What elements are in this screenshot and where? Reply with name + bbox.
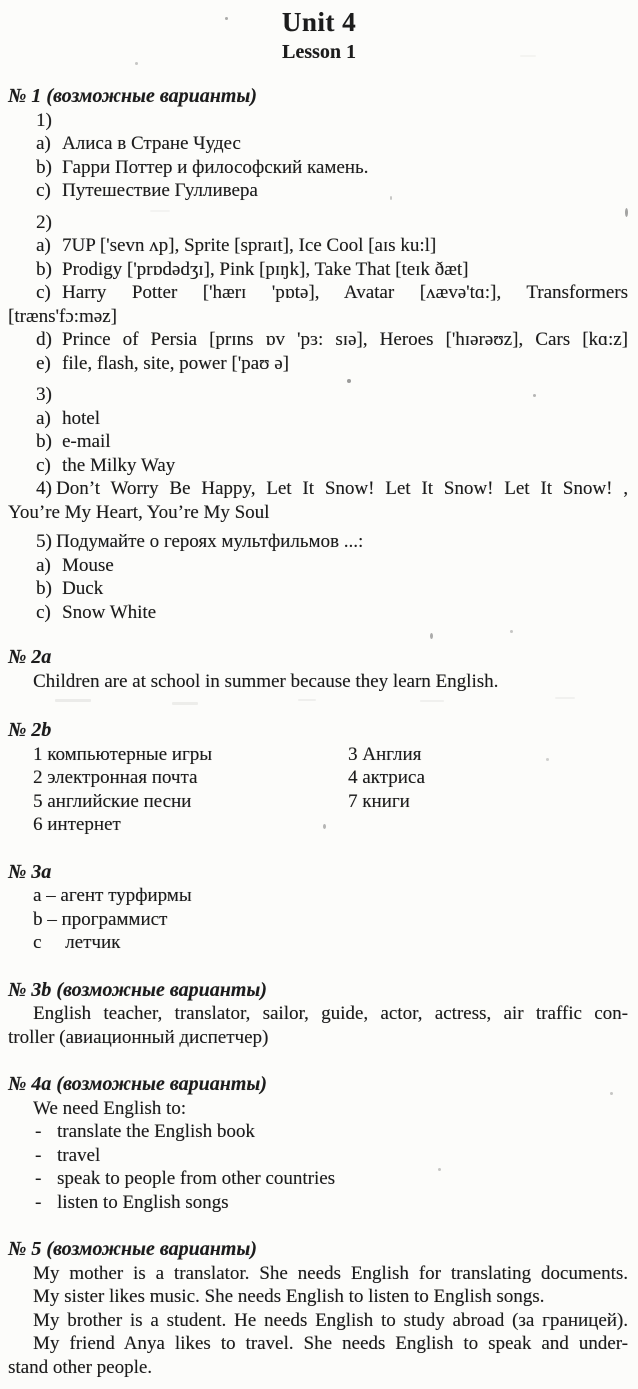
text-line: stand other people. bbox=[8, 1356, 153, 1378]
list-text: speak to people from other countries bbox=[57, 1168, 336, 1189]
list-text: listen to English songs bbox=[57, 1191, 229, 1213]
text-line bbox=[36, 258, 628, 282]
list-text: Snow White bbox=[62, 601, 157, 623]
list-label: b) bbox=[36, 578, 52, 599]
list-label: - bbox=[35, 1121, 42, 1142]
text-line: c летчик bbox=[33, 932, 121, 953]
list-text: Подумайте о героях мультфильмов ...: bbox=[56, 531, 364, 552]
list-text: file, flash, site, power ['paʊ ə] bbox=[62, 352, 289, 374]
text-line bbox=[36, 109, 628, 133]
section-heading: № 3a bbox=[8, 860, 52, 883]
list-label: c) bbox=[36, 454, 51, 476]
text-line bbox=[36, 383, 628, 407]
text-line bbox=[36, 179, 628, 203]
list-text: hotel bbox=[62, 407, 100, 429]
text-line: 2 электронная почта bbox=[33, 767, 198, 788]
scan-smudge bbox=[555, 697, 575, 699]
scan-speck bbox=[347, 379, 351, 383]
text-line bbox=[36, 554, 628, 578]
list-label: a) bbox=[36, 407, 51, 429]
list-label: - bbox=[35, 1168, 42, 1189]
column-right bbox=[348, 743, 425, 837]
scan-speck bbox=[533, 394, 536, 397]
text-line: b – программист bbox=[33, 908, 168, 930]
scan-speck bbox=[625, 208, 628, 217]
scan-speck bbox=[546, 758, 549, 761]
list-text: e-mail bbox=[62, 431, 111, 452]
list-text: Prodigy ['prɒdədʒɪ], Pink [pɪŋk], Take That [teɪk ðæt] bbox=[62, 258, 469, 280]
text-line bbox=[36, 477, 628, 501]
text-line: [træns'fɔ:məz] bbox=[8, 305, 117, 327]
scan-speck bbox=[225, 17, 228, 20]
text-line: My brother is a student. He needs English to study abroad (за границей). bbox=[33, 1309, 628, 1331]
text-line: 1 компьютерные игры bbox=[33, 743, 213, 765]
text-line bbox=[35, 1191, 628, 1215]
text-line bbox=[36, 234, 628, 258]
lesson-subtitle: Lesson 1 bbox=[282, 41, 356, 63]
scan-speck bbox=[135, 62, 138, 65]
list-label: a) bbox=[36, 133, 51, 154]
section-heading: № 1 (возможные варианты) bbox=[8, 85, 257, 107]
list-label: b) bbox=[36, 258, 52, 280]
list-label: c) bbox=[36, 601, 51, 623]
text-line bbox=[36, 328, 628, 352]
text-line: We need English to: bbox=[33, 1097, 187, 1119]
list-label: 1) bbox=[36, 109, 52, 131]
scan-smudge bbox=[420, 700, 444, 702]
list-label: d) bbox=[36, 329, 52, 350]
text-line bbox=[35, 1144, 628, 1168]
text-line: Children are at school in summer because they learn English. bbox=[33, 670, 499, 692]
list-label: 3) bbox=[36, 384, 52, 405]
scan-speck bbox=[390, 196, 392, 200]
text-line bbox=[36, 156, 628, 180]
column-left bbox=[33, 743, 348, 837]
list-text: travel bbox=[57, 1144, 101, 1166]
scan-speck bbox=[323, 824, 326, 829]
list-label: - bbox=[35, 1144, 42, 1166]
list-text: 7UP ['sevn ʌp], Sprite [spraɪt], Ice Cool [aɪs ku:l] bbox=[62, 235, 437, 256]
text-line: troller (авиационный диспетчер) bbox=[8, 1026, 269, 1048]
two-column-list bbox=[33, 743, 638, 837]
list-label: b) bbox=[36, 156, 52, 178]
text-line: 3 Англия bbox=[348, 743, 422, 765]
list-label: c) bbox=[36, 180, 51, 201]
list-label: 2) bbox=[36, 211, 52, 233]
scan-speck bbox=[610, 1092, 613, 1095]
text-line: a – агент турфирмы bbox=[33, 885, 192, 906]
text-line: 4 актриса bbox=[348, 767, 425, 788]
document-lines bbox=[0, 85, 638, 1379]
scan-speck bbox=[510, 630, 513, 633]
scan-smudge bbox=[172, 702, 198, 705]
scan-speck bbox=[438, 1168, 441, 1171]
text-line bbox=[36, 211, 628, 235]
list-text: translate the English book bbox=[57, 1121, 255, 1142]
unit-title: Unit 4 bbox=[281, 7, 357, 37]
text-line bbox=[35, 1120, 628, 1144]
scan-smudge bbox=[150, 210, 170, 212]
text-line: 7 книги bbox=[348, 790, 410, 812]
text-line bbox=[36, 454, 628, 478]
list-label: b) bbox=[36, 431, 52, 452]
text-line: English teacher, translator, sailor, guide, actor, actress, air traffic con- bbox=[33, 1003, 628, 1024]
list-label: e) bbox=[36, 352, 51, 374]
scan-smudge bbox=[55, 699, 91, 702]
text-line: My mother is a translator. She needs English for translating documents. bbox=[33, 1262, 628, 1284]
text-line bbox=[35, 1167, 628, 1191]
text-line bbox=[36, 577, 628, 601]
text-line bbox=[36, 132, 628, 156]
list-label: 4) bbox=[36, 478, 52, 499]
text-line: You’re My Heart, You’re My Soul bbox=[8, 501, 270, 523]
text-line: 6 интернет bbox=[33, 814, 121, 835]
list-text: Путешествие Гулливера bbox=[62, 180, 258, 201]
list-text: Duck bbox=[62, 578, 104, 599]
list-label: a) bbox=[36, 235, 51, 256]
text-line: 5 английские песни bbox=[33, 790, 192, 812]
list-text: Prince of Persia [prɪns ɒv 'pɜ: sɪə], Heroes ['hɪərəʊz], Cars [kɑ:z] bbox=[62, 329, 628, 350]
scan-smudge bbox=[520, 55, 536, 57]
text-line bbox=[36, 430, 628, 454]
section-heading: № 3b (возможные варианты) bbox=[8, 978, 267, 1001]
scan-speck bbox=[430, 633, 433, 639]
list-label: - bbox=[35, 1191, 42, 1213]
text-line bbox=[36, 281, 628, 305]
list-text: the Milky Way bbox=[62, 454, 176, 476]
text-line: My friend Anya likes to travel. She needs English to speak and under- bbox=[33, 1333, 628, 1354]
list-text: Алиса в Стране Чудес bbox=[62, 133, 241, 154]
text-line bbox=[36, 601, 628, 625]
list-text: Don’t Worry Be Happy, Let It Snow! Let It Snow! Let It Snow! , bbox=[56, 478, 628, 499]
list-label: 5) bbox=[36, 531, 52, 552]
section-heading: № 4a (возможные варианты) bbox=[8, 1073, 267, 1095]
text-line bbox=[36, 407, 628, 431]
scan-smudge bbox=[298, 699, 316, 701]
list-text: Harry Potter ['hærɪ 'pɒtə], Avatar [ʌævə'tɑ:], Transformers bbox=[62, 282, 628, 303]
text-line bbox=[36, 530, 628, 554]
list-text: Гарри Поттер и философский камень. bbox=[62, 156, 369, 178]
list-label: a) bbox=[36, 554, 51, 576]
list-text: Mouse bbox=[62, 554, 114, 576]
text-line: My sister likes music. She needs English to listen to English songs. bbox=[33, 1286, 545, 1307]
section-heading: № 2b bbox=[8, 719, 52, 741]
text-line bbox=[36, 352, 628, 376]
section-heading: № 5 (возможные варианты) bbox=[8, 1238, 257, 1260]
section-heading: № 2a bbox=[8, 646, 52, 668]
list-label: c) bbox=[36, 282, 51, 303]
